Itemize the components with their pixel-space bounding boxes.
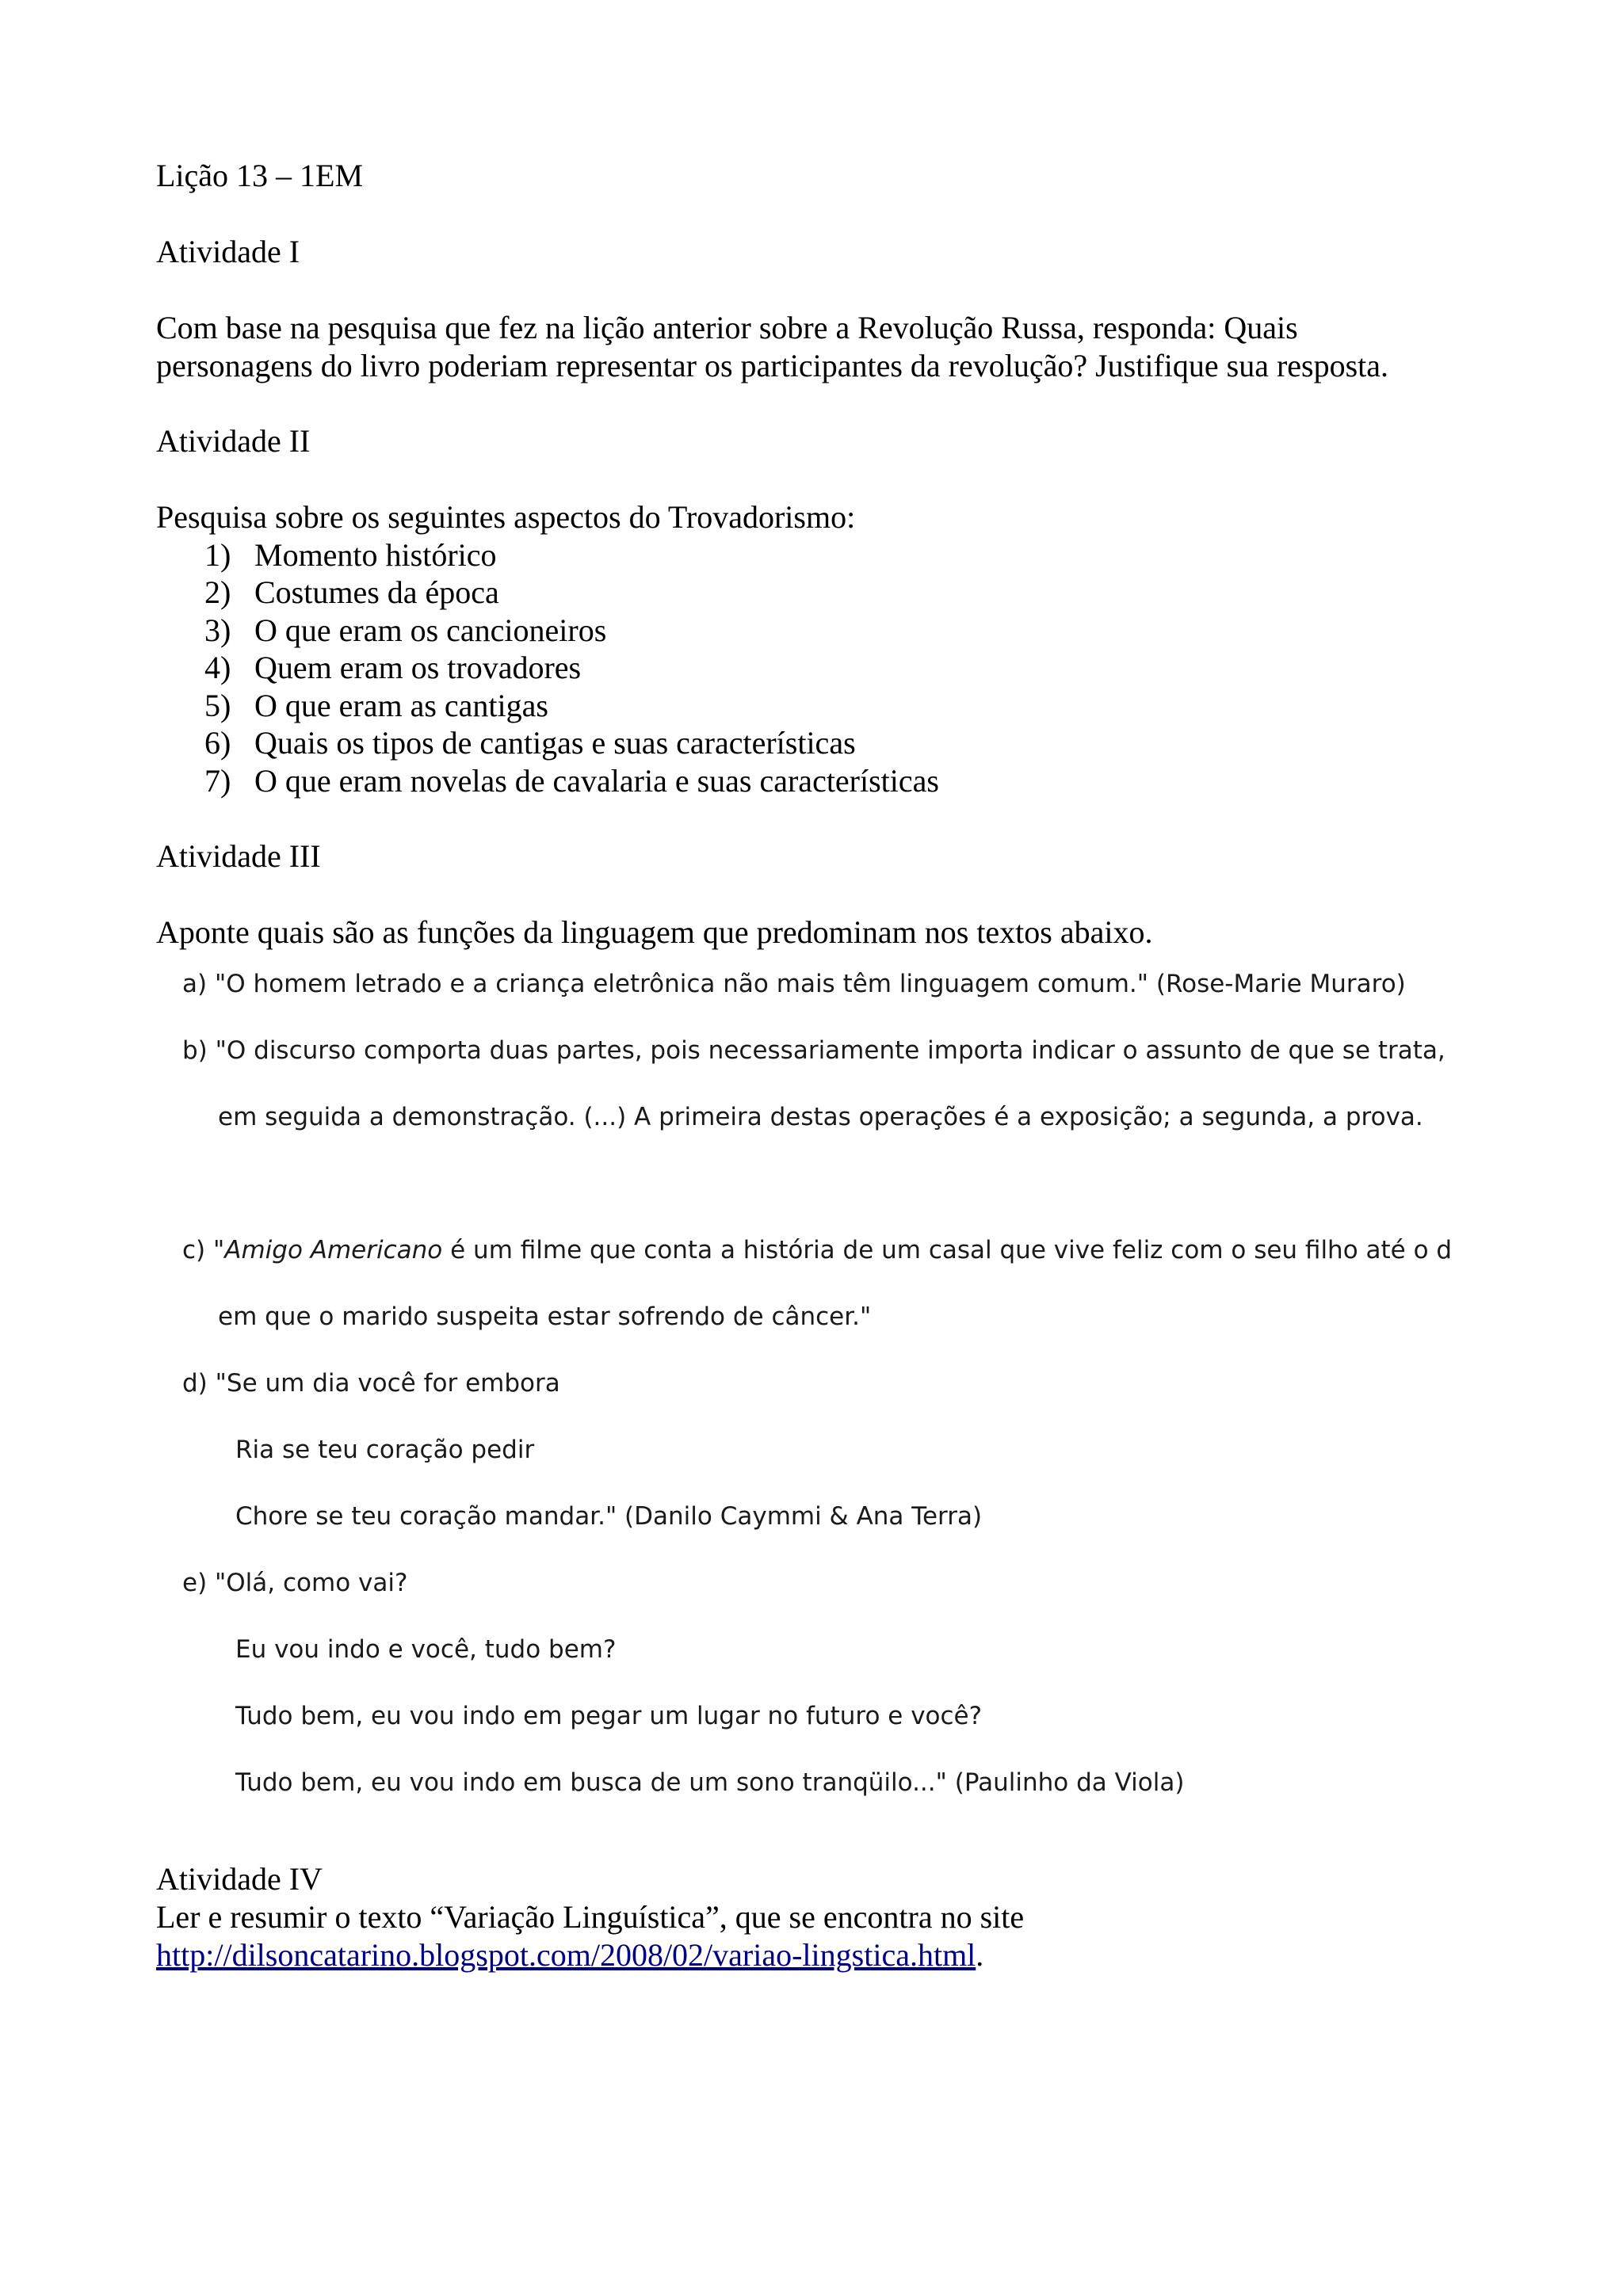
atividade-2-intro: Pesquisa sobre os seguintes aspectos do Trovadorismo: (156, 499, 856, 535)
document-title: Lição 13 – 1EM (156, 158, 364, 193)
list-item-number: 1) (204, 537, 231, 573)
atividade-2-heading: Atividade II (156, 423, 311, 459)
list-item-text: O que eram as cantigas (254, 688, 548, 723)
list-item-text: O que eram novelas de cavalaria e suas características (254, 763, 939, 799)
text-c-prefix: c) " (182, 1236, 225, 1264)
atividade-1-heading: Atividade I (156, 234, 300, 269)
atividade-3-intro: Aponte quais são as funções da linguagem que predominam nos textos abaixo. (156, 914, 1153, 950)
list-item-text: Costumes da época (254, 574, 499, 610)
text-e-line-4: Tudo bem, eu vou indo em busca de um sono tranqüilo..." (Paulinho da Viola) (235, 1768, 1185, 1797)
list-item-number: 2) (204, 574, 231, 610)
atividade-4-link-line (156, 1936, 983, 1974)
list-item-number: 7) (204, 763, 231, 799)
list-item-number: 4) (204, 650, 231, 685)
atividade-4-line-1: Ler e resumir o texto “Variação Linguística”, que se encontra no site (156, 1899, 1025, 1935)
list-item-number: 6) (204, 725, 231, 761)
text-e-line-2: Eu vou indo e você, tudo bem? (235, 1635, 617, 1664)
text-e-line-3: Tudo bem, eu vou indo em pegar um lugar no futuro e você? (235, 1702, 983, 1730)
text-b-line-2: em seguida a demonstração. (...) A primeira destas operações é a exposição; a segunda, a prova. (218, 1103, 1423, 1131)
text-d-line-1: d) "Se um dia você for embora (182, 1369, 560, 1398)
text-c-line-2: em que o marido suspeita estar sofrendo de câncer." (218, 1302, 872, 1331)
list-item-text: Quem eram os trovadores (254, 650, 582, 685)
list-item-text: Momento histórico (254, 537, 497, 573)
text-a: a) "O homem letrado e a criança eletrônica não mais têm linguagem comum." (Rose-Marie Muraro) (182, 970, 1406, 998)
link-period: . (976, 1937, 984, 1973)
embedded-text-image (166, 951, 1458, 1854)
text-c-film-title: Amigo Americano (224, 1236, 443, 1264)
atividade-3-heading: Atividade III (156, 838, 321, 874)
text-d-line-2: Ria se teu coração pedir (235, 1436, 535, 1464)
list-item-number: 5) (204, 688, 231, 723)
atividade-1-line-1: Com base na pesquisa que fez na lição anterior sobre a Revolução Russa, responda: Quais (156, 310, 1298, 345)
blog-link[interactable]: http://dilsoncatarino.blogspot.com/2008/02/variao-lingstica.html (156, 1937, 976, 1973)
atividade-4-heading: Atividade IV (156, 1861, 323, 1897)
atividade-1-line-2: personagens do livro poderiam representar os participantes da revolução? Justifique sua resposta. (156, 348, 1389, 383)
list-item-text: O que eram os cancioneiros (254, 612, 607, 648)
list-item-text: Quais os tipos de cantigas e suas características (254, 725, 856, 761)
text-c-line-1 (182, 1236, 1452, 1264)
text-c-rest: é um filme que conta a história de um casal que vive feliz com o seu filho até o d (442, 1236, 1453, 1264)
text-d-line-3: Chore se teu coração mandar." (Danilo Caymmi & Ana Terra) (235, 1502, 983, 1531)
text-b-line-1: b) "O discurso comporta duas partes, pois necessariamente importa indicar o assunto de que se trata, (182, 1036, 1445, 1065)
list-item-number: 3) (204, 612, 231, 648)
text-e-line-1: e) "Olá, como vai? (182, 1569, 408, 1597)
